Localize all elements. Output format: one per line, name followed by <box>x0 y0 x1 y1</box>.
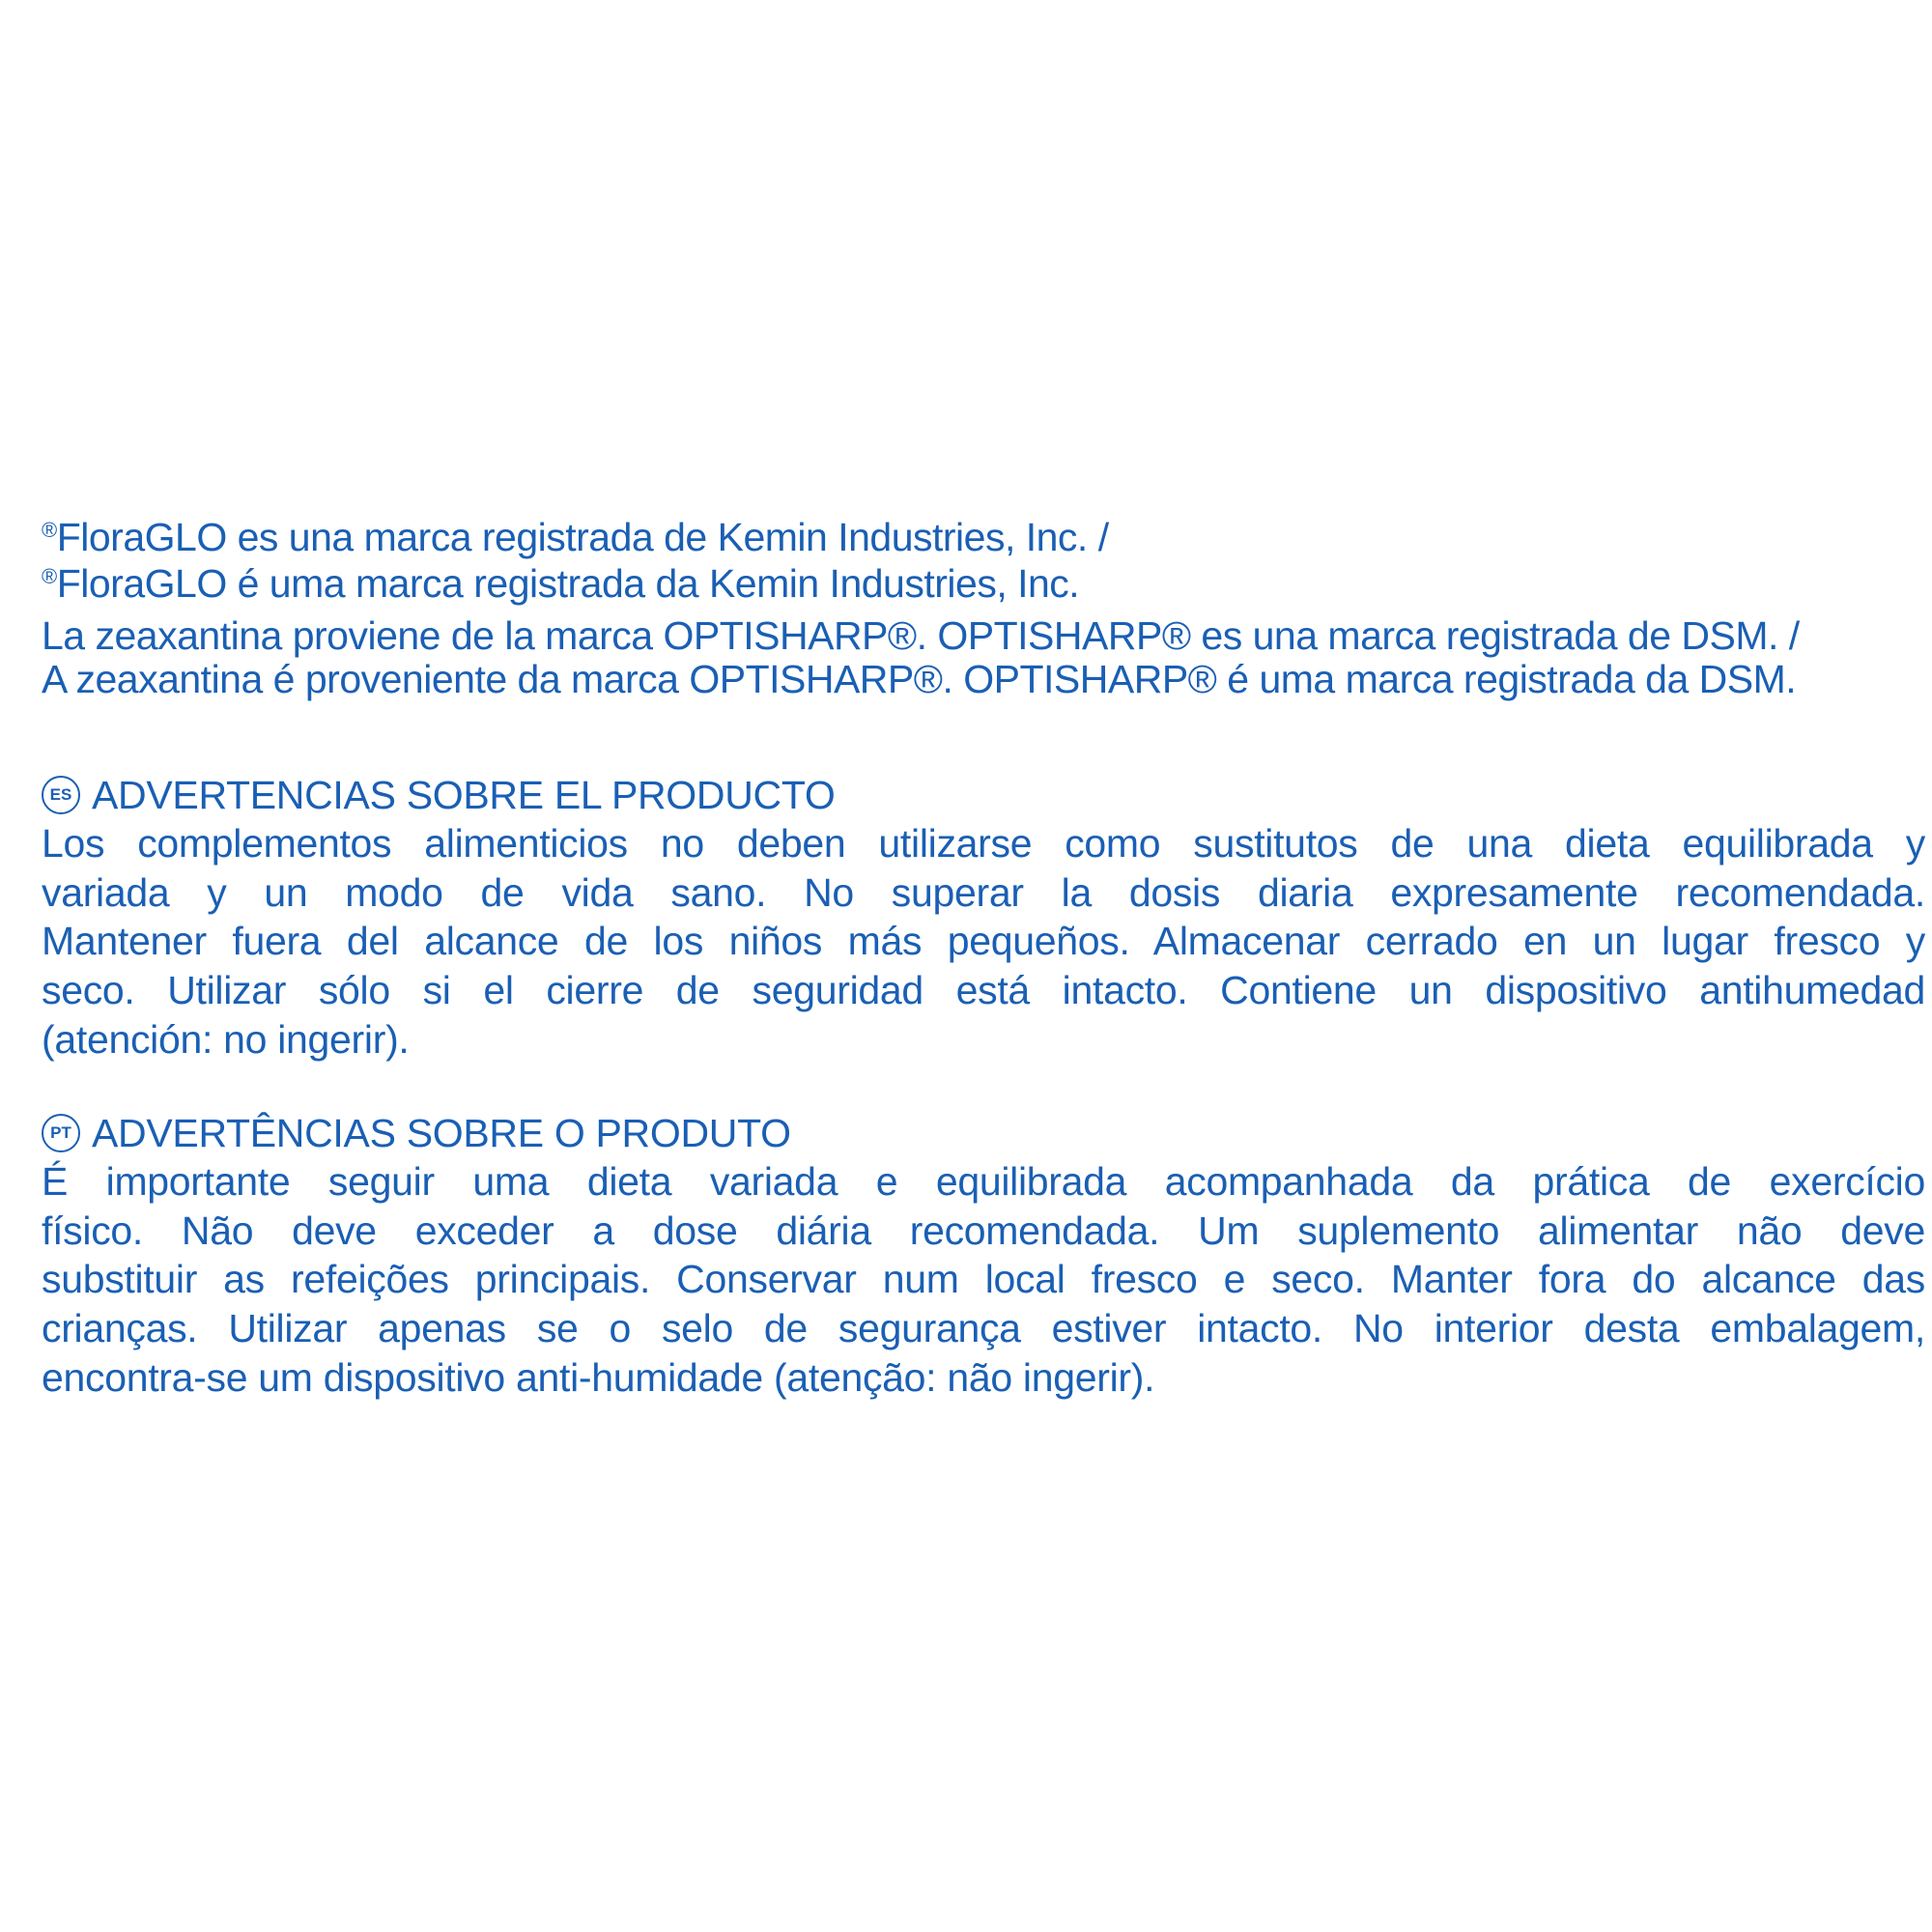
warnings-es-heading <box>42 772 835 818</box>
warnings-pt-title: ADVERTÊNCIAS SOBRE O PRODUTO <box>92 1111 791 1155</box>
registered-mark: ® <box>42 564 57 588</box>
floraglo-es-note <box>42 522 1109 560</box>
warnings-pt-line: É importante seguir uma dieta variada e equilibrada acompanhada da prática de exercício <box>42 1159 1925 1204</box>
warnings-es-title: ADVERTENCIAS SOBRE EL PRODUCTO <box>92 773 836 817</box>
floraglo-pt-text: FloraGLO é uma marca registrada da Kemin Industries, Inc. <box>56 561 1080 606</box>
registered-mark: ® <box>42 522 57 542</box>
optisharp-es-note: La zeaxantina proviene de la marca OPTISHARP®. OPTISHARP® es una marca registrada de DSM. / <box>42 613 1800 658</box>
floraglo-es-text: FloraGLO es una marca registrada de Kemin Industries, Inc. / <box>56 522 1109 559</box>
warnings-es-line: variada y un modo de vida sano. No superar la dosis diaria expresamente recomendada. <box>42 870 1925 915</box>
label-text-panel <box>42 522 1925 1406</box>
warnings-es-line: Mantener fuera del alcance de los niños más pequeños. Almacenar cerrado en un lugar fresco y <box>42 919 1925 963</box>
floraglo-pt-note <box>42 560 1079 607</box>
warnings-pt-line: crianças. Utilizar apenas se o selo de segurança estiver intacto. No interior desta embalagem, <box>42 1306 1925 1350</box>
warnings-pt-heading <box>42 1110 791 1156</box>
language-badge-es: ES <box>42 776 80 814</box>
warnings-es-line: Los complementos alimenticios no deben utilizarse como sustitutos de una dieta equilibrada y <box>42 821 1925 866</box>
warnings-pt-line: substituir as refeições principais. Conservar num local fresco e seco. Manter fora do alcance das <box>42 1257 1925 1301</box>
warnings-es-line: (atención: no ingerir). <box>42 1017 410 1062</box>
warnings-pt-line: físico. Não deve exceder a dose diária recomendada. Um suplemento alimentar não deve <box>42 1208 1925 1253</box>
language-badge-pt: PT <box>42 1114 80 1152</box>
optisharp-pt-note: A zeaxantina é proveniente da marca OPTISHARP®. OPTISHARP® é uma marca registrada da DSM. <box>42 657 1797 701</box>
warnings-pt-line: encontra-se um dispositivo anti-humidade (atenção: não ingerir). <box>42 1355 1155 1400</box>
warnings-es-line: seco. Utilizar sólo si el cierre de seguridad está intacto. Contiene un dispositivo antihumedad <box>42 968 1925 1012</box>
